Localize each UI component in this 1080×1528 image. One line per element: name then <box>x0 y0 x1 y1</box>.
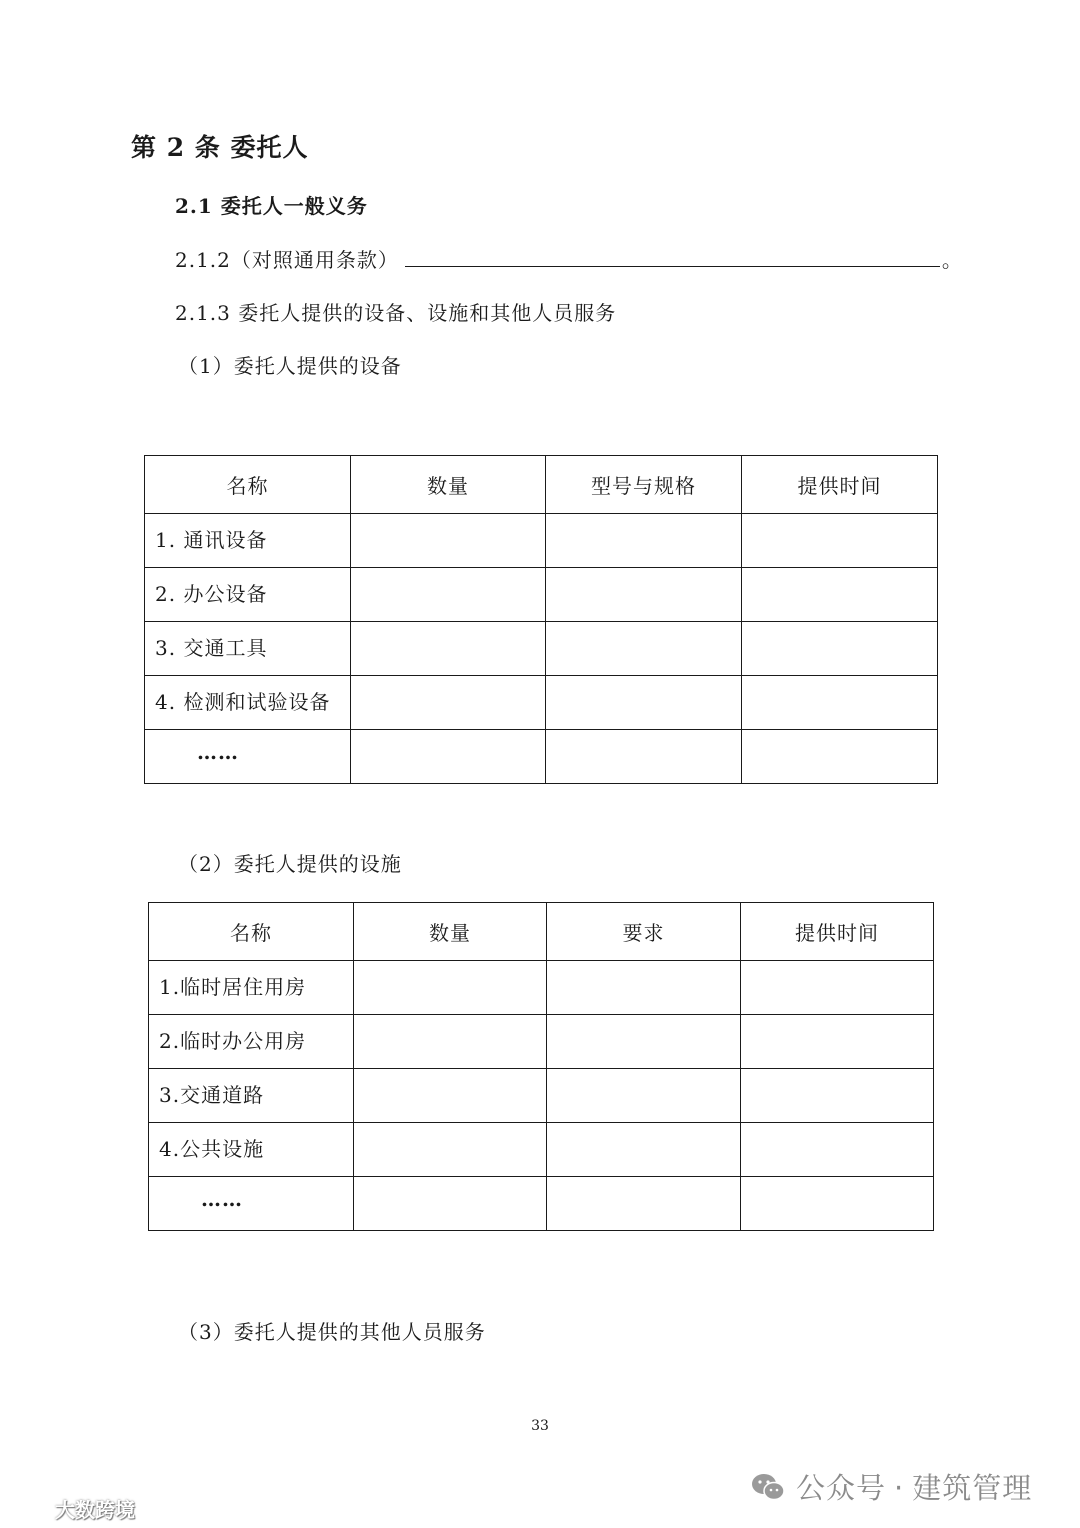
table-header-row <box>145 456 938 514</box>
row-name: 2.临时办公用房 <box>149 1015 354 1069</box>
section-heading: 2.1 委托人一般义务 <box>175 194 368 218</box>
table-cell <box>741 1069 934 1123</box>
header-name: 名称 <box>149 903 354 961</box>
item-1-title: （1）委托人提供的设备 <box>178 354 402 378</box>
header-quantity: 数量 <box>354 903 547 961</box>
row-name: 1. 通讯设备 <box>145 514 351 568</box>
table-cell <box>546 622 742 676</box>
table-row <box>149 1069 934 1123</box>
table-row <box>145 730 938 784</box>
table-cell <box>742 568 938 622</box>
watermark-source <box>8 1494 135 1523</box>
table-cell <box>742 622 938 676</box>
watermark-logo-icon <box>8 1498 55 1522</box>
table-row <box>145 676 938 730</box>
table-row <box>149 961 934 1015</box>
header-provide-time: 提供时间 <box>741 903 934 961</box>
table-cell <box>742 514 938 568</box>
table-row <box>145 514 938 568</box>
article-heading: 第 2 条 委托人 <box>131 133 309 162</box>
row-name: 3. 交通工具 <box>145 622 351 676</box>
table-cell <box>741 1123 934 1177</box>
table-row <box>149 1123 934 1177</box>
watermark-name: 建筑管理 <box>912 1471 1033 1505</box>
table-cell <box>354 1015 547 1069</box>
table-cell <box>546 514 742 568</box>
table-cell <box>354 961 547 1015</box>
row-name: 4. 检测和试验设备 <box>145 676 351 730</box>
table-row <box>145 568 938 622</box>
table-cell <box>354 1177 547 1231</box>
table-cell <box>546 676 742 730</box>
page-number: 33 <box>531 1418 549 1434</box>
table-cell <box>547 961 741 1015</box>
row-ellipsis: …… <box>145 730 351 784</box>
table-cell <box>741 961 934 1015</box>
table-cell <box>351 514 546 568</box>
row-name: 2. 办公设备 <box>145 568 351 622</box>
header-quantity: 数量 <box>351 456 546 514</box>
table-cell <box>547 1123 741 1177</box>
clause-2-1-3: 2.1.3 委托人提供的设备、设施和其他人员服务 <box>175 301 617 325</box>
clause-2-1-2-end: 。 <box>941 248 963 272</box>
wechat-icon <box>750 1472 786 1509</box>
table-cell <box>547 1015 741 1069</box>
table-cell <box>354 1069 547 1123</box>
row-ellipsis: …… <box>149 1177 354 1231</box>
watermark-separator: · <box>894 1471 905 1505</box>
item-2-title: （2）委托人提供的设施 <box>178 852 402 876</box>
header-requirement: 要求 <box>547 903 741 961</box>
table-cell <box>351 676 546 730</box>
table-cell <box>351 622 546 676</box>
table-cell <box>742 730 938 784</box>
header-model-spec: 型号与规格 <box>546 456 742 514</box>
table-header-row <box>149 903 934 961</box>
row-name: 1.临时居住用房 <box>149 961 354 1015</box>
table-cell <box>741 1177 934 1231</box>
header-name: 名称 <box>145 456 351 514</box>
table-cell <box>546 568 742 622</box>
clause-2-1-2-label: 2.1.2（对照通用条款） <box>175 248 399 272</box>
fill-in-blank-line <box>405 246 940 267</box>
table-cell <box>547 1069 741 1123</box>
facilities-table <box>148 902 934 1231</box>
table-cell <box>351 568 546 622</box>
header-provide-time: 提供时间 <box>742 456 938 514</box>
table-row <box>149 1177 934 1231</box>
item-3-title: （3）委托人提供的其他人员服务 <box>178 1320 486 1344</box>
watermark-source-text: 大数跨境 <box>54 1498 135 1522</box>
table-cell <box>742 676 938 730</box>
table-cell <box>351 730 546 784</box>
row-name: 4.公共设施 <box>149 1123 354 1177</box>
watermark-account: 公众号 <box>796 1471 887 1505</box>
table-cell <box>546 730 742 784</box>
row-name: 3.交通道路 <box>149 1069 354 1123</box>
table-cell <box>547 1177 741 1231</box>
watermark-wechat <box>750 1466 1032 1509</box>
clause-2-1-2 <box>175 244 963 273</box>
equipment-table <box>144 455 938 784</box>
table-row <box>149 1015 934 1069</box>
table-row <box>145 622 938 676</box>
table-cell <box>741 1015 934 1069</box>
table-cell <box>354 1123 547 1177</box>
